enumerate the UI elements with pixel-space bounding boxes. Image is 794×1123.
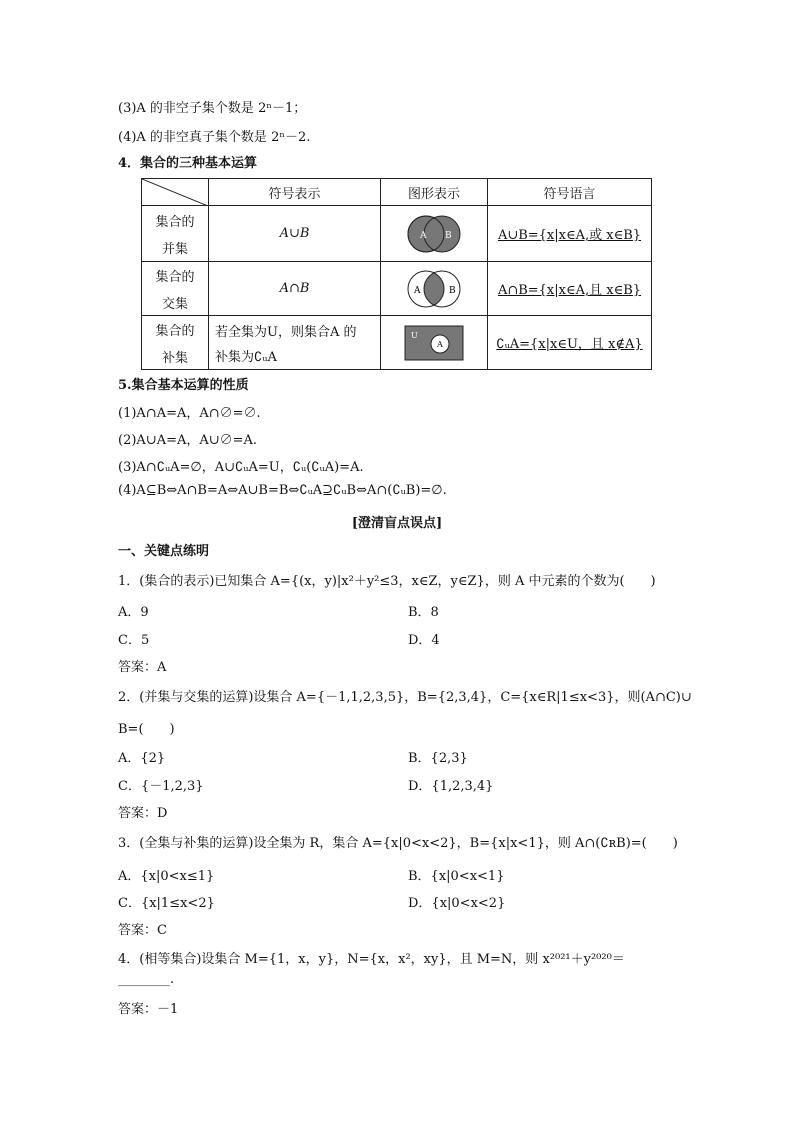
question-3-option-b: B．{x|0<x<1} bbox=[408, 869, 505, 884]
set-operations-table bbox=[141, 178, 652, 370]
row-name: 集合的 并集 bbox=[142, 206, 209, 262]
property-1: (1)A∩A=A，A∩∅=∅. bbox=[118, 406, 261, 421]
question-2-option-a: A．{2} bbox=[118, 751, 166, 766]
question-2-stem: 2．(并集与交集的运算)设集合 A={－1,1,2,3,5}，B={2,3,4}，C={x∈R|1≤x<3}，则(A∩C)∪ bbox=[118, 690, 692, 705]
table-corner-cell bbox=[142, 179, 209, 206]
question-3-option-c: C．{x|1≤x<2} bbox=[118, 896, 215, 911]
row-symbol: A∩B bbox=[209, 262, 381, 316]
question-4-blank: ________. bbox=[118, 972, 175, 987]
svg-text:B: B bbox=[445, 230, 452, 241]
table-row bbox=[142, 262, 652, 316]
svg-text:A: A bbox=[420, 230, 427, 241]
header-language: 符号语言 bbox=[488, 179, 652, 206]
part-1-heading: 一、关键点练明 bbox=[118, 544, 210, 559]
question-1-option-d: D．4 bbox=[408, 633, 440, 648]
svg-text:U: U bbox=[411, 330, 418, 340]
complement-venn bbox=[381, 316, 488, 370]
union-venn bbox=[381, 206, 488, 262]
subset-count-line: (3)A 的非空子集个数是 2ⁿ－1； bbox=[118, 101, 307, 116]
section-4-heading: 4．集合的三种基本运算 bbox=[118, 156, 258, 171]
property-4: (4)A⊆B⇔A∩B=A⇔A∪B=B⇔∁ᵤA⊇∁ᵤB⇔A∩(∁ᵤB)=∅. bbox=[118, 483, 447, 498]
question-3-option-a: A．{x|0<x≤1} bbox=[118, 869, 215, 884]
row-symbol: 若全集为U，则集合A 的 补集为∁ᵤA bbox=[209, 316, 381, 370]
complement-venn-icon bbox=[404, 325, 464, 361]
diagonal-line bbox=[142, 179, 208, 206]
row-language: A∩B={x|x∈A,且 x∈B} bbox=[488, 262, 652, 316]
question-3-option-d: D．{x|0<x<2} bbox=[408, 896, 506, 911]
intersection-venn-icon bbox=[402, 269, 466, 309]
question-3-answer: 答案：C bbox=[118, 923, 167, 938]
svg-text:B: B bbox=[449, 285, 456, 296]
row-name: 集合的 补集 bbox=[142, 316, 209, 370]
section-5-heading: 5.集合基本运算的性质 bbox=[118, 378, 249, 393]
clarify-heading: [澄清盲点误点] bbox=[351, 516, 443, 531]
question-2-stem-cont: B=( ) bbox=[118, 722, 175, 737]
row-language: A∪B={x|x∈A,或 x∈B} bbox=[488, 206, 652, 262]
question-2-answer: 答案：D bbox=[118, 806, 168, 821]
union-venn-icon bbox=[402, 214, 466, 254]
row-name: 集合的 交集 bbox=[142, 262, 209, 316]
row-symbol: A∪B bbox=[209, 206, 381, 262]
question-4-stem: 4．(相等集合)设集合 M={1，x，y}，N={x，x²，xy}，且 M=N，则 x²⁰²¹＋y²⁰²⁰＝ bbox=[118, 952, 625, 967]
question-1-stem: 1．(集合的表示)已知集合 A={(x，y)|x²＋y²≤3，x∈Z，y∈Z}，则 A 中元素的个数为( ) bbox=[118, 574, 656, 589]
property-3: (3)A∩∁ᵤA=∅，A∪∁ᵤA=U，∁ᵤ(∁ᵤA)=A. bbox=[118, 460, 364, 475]
intersection-venn bbox=[381, 262, 488, 316]
header-symbol: 符号表示 bbox=[209, 179, 381, 206]
question-2-option-d: D．{1,2,3,4} bbox=[408, 779, 494, 794]
svg-text:A: A bbox=[437, 339, 443, 349]
question-2-option-c: C．{－1,2,3} bbox=[118, 779, 204, 794]
question-3-stem: 3．(全集与补集的运算)设全集为 R，集合 A={x|0<x<2}，B={x|x<1}，则 A∩(∁ʀB)=( ) bbox=[118, 836, 678, 851]
question-1-answer: 答案：A bbox=[118, 660, 167, 675]
question-1-option-b: B．8 bbox=[408, 605, 439, 620]
header-graph: 图形表示 bbox=[381, 179, 488, 206]
question-1-option-a: A．9 bbox=[118, 605, 149, 620]
proper-subset-count-line: (4)A 的非空真子集个数是 2ⁿ－2. bbox=[118, 130, 311, 145]
question-1-option-c: C．5 bbox=[118, 633, 150, 648]
table-row bbox=[142, 206, 652, 262]
question-2-option-b: B．{2,3} bbox=[408, 751, 468, 766]
table-row bbox=[142, 316, 652, 370]
svg-text:A: A bbox=[414, 285, 421, 296]
property-2: (2)A∪A=A，A∪∅=A. bbox=[118, 433, 258, 448]
row-language: ∁ᵤA={x|x∈U，且 x∉A} bbox=[488, 316, 652, 370]
question-4-answer: 答案：－1 bbox=[118, 1002, 179, 1017]
